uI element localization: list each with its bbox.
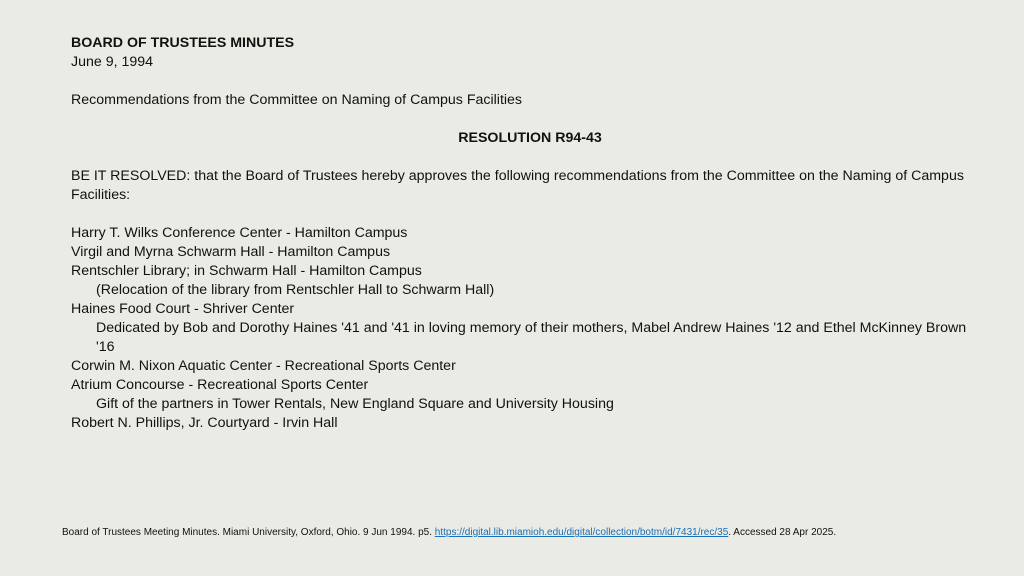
spacer bbox=[71, 110, 971, 129]
document-body bbox=[71, 34, 971, 433]
facility-item: Atrium Concourse - Recreational Sports Center bbox=[71, 377, 369, 393]
facility-item: Haines Food Court - Shriver Center bbox=[71, 301, 295, 317]
citation bbox=[62, 526, 836, 539]
citation-link[interactable]: https://digital.lib.miamioh.edu/digital/collection/botm/id/7431/rec/35 bbox=[434, 527, 729, 538]
facility-item: Corwin M. Nixon Aquatic Center - Recreational Sports Center bbox=[71, 358, 456, 374]
resolution-title: RESOLUTION R94-43 bbox=[458, 130, 602, 146]
facility-note: Gift of the partners in Tower Rentals, New England Square and University Housing bbox=[96, 396, 614, 412]
facility-item: Robert N. Phillips, Jr. Courtyard - Irvin Hall bbox=[71, 415, 338, 431]
resolved-text: BE IT RESOLVED: that the Board of Trustees hereby approves the following recommendations from the Committee on the Naming of Campus Facilities: bbox=[71, 168, 964, 203]
spacer bbox=[71, 205, 971, 224]
facility-note: (Relocation of the library from Rentschler Hall to Schwarm Hall) bbox=[96, 282, 495, 298]
facility-item: Virgil and Myrna Schwarm Hall - Hamilton Campus bbox=[71, 244, 391, 260]
document-title: BOARD OF TRUSTEES MINUTES bbox=[71, 35, 295, 51]
citation-prefix: Board of Trustees Meeting Minutes. Miami University, Oxford, Ohio. 9 Jun 1994. p5. bbox=[62, 527, 435, 538]
facility-note: Dedicated by Bob and Dorothy Haines '41 and '41 in loving memory of their mothers, Mabel Andrew Haines '12 and Ethel McKinney Brown '16 bbox=[96, 320, 967, 355]
facility-list bbox=[71, 224, 971, 433]
citation-suffix: . Accessed 28 Apr 2025. bbox=[728, 527, 837, 538]
facility-item: Rentschler Library; in Schwarm Hall - Hamilton Campus bbox=[71, 263, 422, 279]
spacer bbox=[71, 148, 971, 167]
spacer bbox=[71, 72, 971, 91]
intro-text: Recommendations from the Committee on Naming of Campus Facilities bbox=[71, 92, 523, 108]
document-date: June 9, 1994 bbox=[71, 54, 154, 70]
facility-item: Harry T. Wilks Conference Center - Hamilton Campus bbox=[71, 225, 408, 241]
